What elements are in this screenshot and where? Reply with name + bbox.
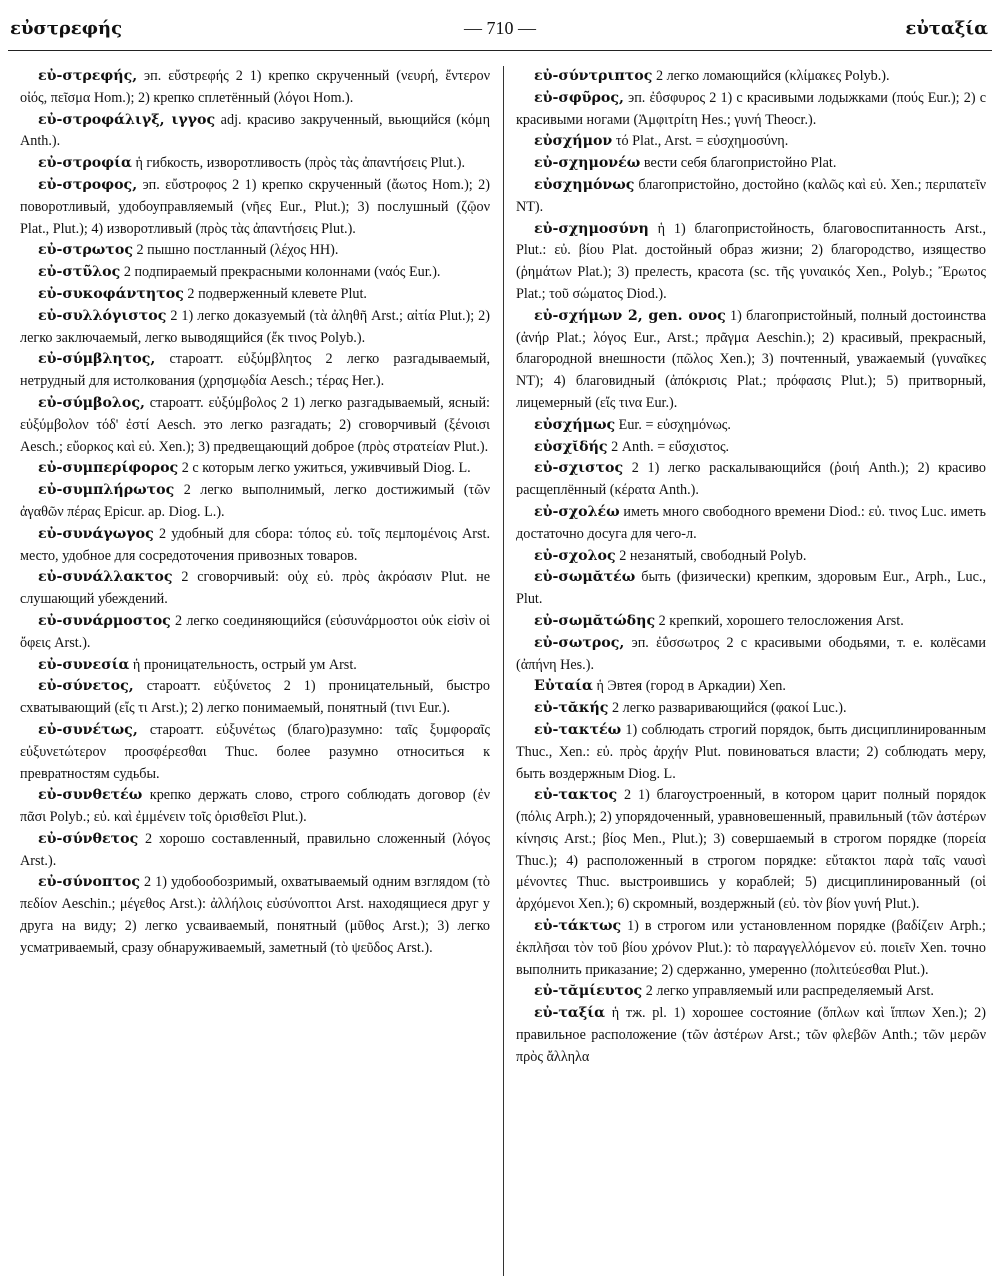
headword: εὐ-συλλόγιστος bbox=[38, 307, 167, 324]
definition: 2 удобный для сбора: τόπος εὐ. τοῖς πεμπομένοις Arst. место, удобное для сосредоточения привозных товаров. bbox=[20, 525, 490, 564]
headword: εὐ-σύντριπτος bbox=[534, 68, 653, 84]
dictionary-entry bbox=[516, 1003, 986, 1068]
definition: 1) соблюдать строгий порядок, быть дисциплинированным Thuc., Xen.: εὐ. πρὸς ἀρχήν Plut. повиноваться власти; 2) соблюдать меру, быть воздержным Diog. L. bbox=[516, 721, 986, 782]
definition: эп. ἐΰσσωτρος 2 с красивыми ободьями, т. е. колёсами (ἀπήνη Hes.). bbox=[516, 634, 986, 673]
definition: Eur. = εὐσχημόνως. bbox=[615, 416, 731, 433]
dictionary-entry bbox=[20, 284, 490, 306]
headword: εὐ-συνέτως, bbox=[38, 721, 138, 738]
dictionary-entry bbox=[516, 131, 986, 153]
headword: εὐ-στροφάλιγξ, ιγγος bbox=[38, 111, 216, 128]
column-divider bbox=[503, 66, 504, 1276]
definition: 2 легко разваривающийся (φακοί Luc.). bbox=[608, 700, 847, 717]
headword: εὐ-σύνοπτος bbox=[38, 874, 141, 891]
dictionary-entry bbox=[20, 872, 490, 959]
headword: εὐ-σχημοσύνη bbox=[534, 220, 649, 237]
dictionary-entry bbox=[516, 720, 986, 785]
headword: εὐ-σωμᾰτώδης bbox=[534, 612, 656, 629]
dictionary-entry bbox=[20, 567, 490, 611]
headword: εὐ-στροφία bbox=[38, 155, 132, 172]
definition: 2 легко управляемый или распределяемый Arst. bbox=[642, 983, 934, 1000]
definition: τό Plat., Arst. = εὐσχημοσύνη. bbox=[612, 133, 789, 150]
dictionary-entry bbox=[20, 829, 490, 873]
headword: εὐ-σωτρος, bbox=[534, 634, 625, 651]
dictionary-entry bbox=[516, 567, 986, 611]
dictionary-entry bbox=[516, 785, 986, 916]
headword: εὐ-σχολος bbox=[534, 547, 616, 564]
headword: εὐ-ταξία bbox=[534, 1005, 606, 1022]
definition: ἡ гибкость, изворотливость (πρὸς τὰς ἀπαντήσεις Plut.). bbox=[131, 155, 466, 172]
headword: εὐ-τακτέω bbox=[534, 721, 622, 738]
dictionary-entry bbox=[516, 306, 986, 415]
headword: εὐ-σχήμων 2, gen. ονος bbox=[534, 307, 726, 324]
headword: εὐ-συκοφάντητος bbox=[38, 285, 184, 302]
running-header bbox=[0, 12, 1000, 48]
dictionary-entry bbox=[516, 698, 986, 720]
dictionary-entry bbox=[20, 611, 490, 655]
headword: εὐ-σχολέω bbox=[534, 503, 620, 520]
dictionary-entry bbox=[20, 262, 490, 284]
headword: εὐ-τᾰκής bbox=[534, 700, 609, 717]
dictionary-entry bbox=[516, 437, 986, 459]
headword: εὐ-στροφος, bbox=[38, 176, 138, 193]
definition: вести себя благопристойно Plat. bbox=[640, 155, 837, 172]
headword: εὐ-σύνθετος bbox=[38, 830, 139, 847]
page-number: — 710 — bbox=[464, 18, 536, 38]
dictionary-entry bbox=[20, 349, 490, 393]
dictionary-entry bbox=[516, 546, 986, 568]
right-column bbox=[516, 66, 986, 1280]
dictionary-entry bbox=[516, 153, 986, 175]
definition: 2 хорошо составленный, правильно сложенный (λόγος Arst.). bbox=[20, 830, 490, 869]
dictionary-entry bbox=[20, 785, 490, 829]
dictionary-entry bbox=[516, 981, 986, 1003]
headword: εὐ-συνάρμοστος bbox=[38, 612, 171, 629]
dictionary-entry bbox=[20, 66, 490, 110]
definition: староатт. εὐξύνετος 2 1) проницательный, быстро схватывающий (εἴς τι Arst.); 2) легко понимаемый, понятный (τινι Eur.). bbox=[20, 678, 490, 717]
definition: крепко держать слово, строго соблюдать договор (ἐν πᾶσι Polyb.; εὐ. καὶ ἐμμένειν τοῖς ὁρισθεῖσι Plut.). bbox=[20, 787, 490, 826]
headword: εὐ-σύνετος, bbox=[38, 678, 134, 695]
definition: 2 легко выполнимый, легко достижимый (τῶν ἀγαθῶν πέρας Epicur. ap. Diog. L.). bbox=[20, 482, 490, 520]
headword: εὐ-συνάγωγος bbox=[38, 525, 154, 542]
dictionary-entry bbox=[516, 219, 986, 306]
headword: εὐ-σωμᾰτέω bbox=[534, 569, 636, 586]
dictionary-entry bbox=[20, 306, 490, 350]
definition: 2 крепкий, хорошего телосложения Arst. bbox=[655, 612, 904, 629]
dictionary-entry bbox=[20, 153, 490, 175]
dictionary-entry bbox=[516, 502, 986, 546]
headword: εὐσχημόνως bbox=[534, 176, 635, 193]
dictionary-entry bbox=[20, 524, 490, 568]
headword: εὐ-τᾰμίευτος bbox=[534, 983, 643, 1000]
dictionary-entry bbox=[516, 458, 986, 502]
definition: 2 сговорчивый: οὐχ εὐ. πρὸς ἀκρόασιν Plut. не слушающий убеждений. bbox=[20, 569, 490, 608]
headword: εὐ-στρωτος bbox=[38, 242, 133, 259]
definition: 2 легко соединяющийся (εὐσυνάρμοστοι οὐκ εἰσὶν οἱ ὄφεις Arst.). bbox=[20, 612, 490, 651]
headword: εὐ-σχιστος bbox=[534, 460, 624, 477]
definition: староатт. εὐξύμβλητος 2 легко разгадываемый, нетрудный для истолкования (χρησμῳδία Aesch.; τέρας Her.). bbox=[20, 351, 490, 390]
right-guide-word: εὐταξία bbox=[905, 18, 988, 39]
definition: 1) благопристойный, полный достоинства (ἀνήρ Plat.; λόγος Eur., Arst.; πρᾶγμα Aeschin.); 2) красивый, прекрасный, благородной внешности (πῶλος Xen.); 3) почтенный, уважаемый (γυναῖκες NT); 4) благовидный (ἀπόκρισις Plat.; πρόφασις Plut.); 5) притворный, лицемерный (εἴς τινα Eur.). bbox=[516, 307, 986, 411]
definition: староатт. εὐξυνέτως (благо)разумно: ταῖς ξυμφοραῖς εὐξυνετώτερον προσφέρεσθαι Thuc. более разумно относиться к превратностям судьбы. bbox=[20, 721, 490, 782]
definition: благопристойно, достойно (καλῶς καὶ εὐ. Xen.; περιπατεῖν NT). bbox=[516, 176, 986, 215]
definition: эп. ἐΰσφυρος 2 1) с красивыми лодыжками (πούς Eur.); 2) с красивыми ногами (Ἀμφιτρίτη Hes.; γυνή Theocr.). bbox=[516, 89, 986, 128]
definition: 2 подпираемый прекрасными колоннами (ναός Eur.). bbox=[120, 264, 441, 281]
dictionary-entry bbox=[20, 393, 490, 458]
dictionary-entry bbox=[516, 633, 986, 677]
dictionary-entry bbox=[20, 655, 490, 677]
headword: εὐ-στρεφής, bbox=[38, 68, 138, 84]
definition: 2 незанятый, свободный Polyb. bbox=[615, 547, 807, 564]
dictionary-entry bbox=[20, 676, 490, 720]
dictionary-entry bbox=[20, 175, 490, 240]
headword: εὐ-στῦλος bbox=[38, 264, 121, 281]
headword: εὐσχῐδής bbox=[534, 438, 608, 455]
left-guide-word: εὐστρεφής bbox=[10, 18, 123, 39]
dictionary-entry bbox=[516, 611, 986, 633]
definition: 2 Anth. = εὔσχιστος. bbox=[607, 438, 730, 455]
definition: adj. красиво закрученный, вьющийся (κόμη Anth.). bbox=[20, 111, 490, 150]
definition: 2 1) легко раскалывающийся (ῥοιή Anth.); 2) красиво расщеплённый (κέρατα Anth.). bbox=[516, 460, 986, 499]
headword: εὐ-σχημονέω bbox=[534, 155, 641, 172]
headword: εὐ-σύμβλητος, bbox=[38, 351, 156, 368]
dictionary-entry bbox=[516, 175, 986, 219]
dictionary-entry bbox=[516, 88, 986, 132]
header-rule bbox=[8, 50, 992, 51]
headword: εὐ-σφῦρος, bbox=[534, 89, 624, 106]
headword: εὐ-συνεσία bbox=[38, 656, 130, 673]
dictionary-entry bbox=[516, 415, 986, 437]
definition: 2 легко ломающийся (κλίμακες Polyb.). bbox=[652, 68, 890, 84]
headword: εὐ-συμπλήρωτος bbox=[38, 482, 175, 499]
definition: ἡ Эвтея (город в Аркадии) Xen. bbox=[592, 678, 786, 695]
definition: ἡ 1) благопристойность, благовоспитанность Arst., Plut.: εὐ. βίου Plat. достойный образ жизни; 2) благородство, изящество (ῥημάτων Plat.); 3) прелесть, красота (sc. τῆς γυναικός Xen., Polyb.; Ἔρωτος Plat.; τοῦ σώματος Diod.). bbox=[516, 220, 986, 302]
dictionary-entry bbox=[516, 916, 986, 981]
headword: εὐ-συνθετέω bbox=[38, 787, 143, 804]
headword: εὐ-τακτος bbox=[534, 787, 618, 804]
headword: εὐ-συμπερίφορος bbox=[38, 460, 179, 477]
definition: 1) в строгом или установленном порядке (βαδίζειν Arph.; ἐκπλῆσαι τὸν τοῦ βίου χρόνον Plut.): τὸ παραγγελλόμενον εὐ. ποιεῖν Xen. точно выполнить приказание; 2) сдержанно, умеренно (πολιτεύεσθαι Plut.). bbox=[516, 918, 986, 978]
headword: Εὐταία bbox=[534, 678, 593, 695]
definition: эп. εὔστρεφής 2 1) крепко скрученный (νευρή, ἔντερον οἰός, πεῖσμα Hom.); 2) крепко сплетённый (λόγοι Hom.). bbox=[20, 68, 490, 106]
dictionary-entry bbox=[20, 240, 490, 262]
definition: ἡ проницательность, острый ум Arst. bbox=[129, 656, 357, 673]
dictionary-entry bbox=[20, 110, 490, 154]
definition: 2 подверженный клевете Plut. bbox=[183, 285, 367, 302]
definition: староатт. εὐξύμβολος 2 1) легко разгадываемый, ясный: εὐξύμβολον τόδ' ἐστί Aesch. это легко разгадать; 2) сговорчивый (ξένοισι Aesch.; εὔορκος καὶ εὐ. Xen.); 3) предвещающий доброе (πρὸς στρατείαν Plut.). bbox=[20, 394, 490, 455]
dictionary-entry bbox=[20, 458, 490, 480]
definition: 2 пышно постланный (λέχος HH). bbox=[132, 242, 339, 259]
dictionary-entry bbox=[20, 720, 490, 785]
definition: ἡ тж. pl. 1) хорошее состояние (ὅπλων καὶ ἵππων Xen.); 2) правильное расположение (τῶν ἀστέρων Arst.; τῶν φλεβῶν Anth.; τῶν μερῶν πρὸς ἄλληλα bbox=[516, 1005, 986, 1065]
dictionary-entry bbox=[516, 676, 986, 698]
headword: εὐ-τάκτως bbox=[534, 918, 622, 935]
headword: εὐσχήμως bbox=[534, 416, 616, 433]
definition: быть (физически) крепким, здоровым Eur., Arph., Luc., Plut. bbox=[516, 569, 986, 608]
definition: иметь много свободного времени Diod.: εὐ. τινος Luc. иметь достаточно досуга для чего-л. bbox=[516, 503, 986, 542]
headword: εὐ-σύμβολος, bbox=[38, 394, 145, 411]
left-column bbox=[20, 66, 490, 1280]
headword: εὐσχήμον bbox=[534, 133, 613, 150]
dictionary-entry bbox=[20, 480, 490, 524]
definition: 2 1) удобообозримый, охватываемый одним взглядом (τὸ πεδίον Aeschin.; μέγεθος Arst.): ἀλλήλοις εὐσύνοπτοι Arst. находящиеся друг у друга на виду; 2) легко усваиваемый, понятный (μῦθος Arst.); 3) легко усматриваемый, сразу обнаруживаемый, заметный (τὸ ψεῦδος Arst.). bbox=[20, 874, 490, 956]
definition: 2 с которым легко ужиться, уживчивый Diog. L. bbox=[178, 460, 471, 477]
headword: εὐ-συνάλλακτος bbox=[38, 569, 173, 586]
definition: 2 1) легко доказуемый (τὰ ἀληθῆ Arst.; αἰτία Plut.); 2) легко заключаемый, легко выводящийся (ἔκ τινος Polyb.). bbox=[20, 307, 490, 346]
definition: эп. εὔστροφος 2 1) крепко скрученный (ἄωτος Hom.); 2) поворотливый, удобоуправляемый (νῆες Eur., Plut.); 3) послушный (ζῷον Plat., Plut.); 4) изворотливый (πρὸς τὰς ἀπαντήσεις Plut.). bbox=[20, 176, 490, 237]
definition: 2 1) благоустроенный, в котором царит полный порядок (πόλις Arph.); 2) упорядоченный, уравновешенный, правильный (τῶν ἀστέρων κίνησις Arst.; βίος Men., Plut.); 3) совершаемый в строгом порядке (πορεία Thuc.); 4) расположенный в строгом порядке: εὔτακτοι παρὰ ταῖς ναυσὶ μένοντες Thuc. выстроившись у кораблей; 5) дисциплинированный (οἱ ἀρχόμενοι Xen.); 6) скромный, воздержный (εὐ. τὸν βίον γυνή Plut.). bbox=[516, 787, 986, 913]
dictionary-entry bbox=[516, 66, 986, 88]
